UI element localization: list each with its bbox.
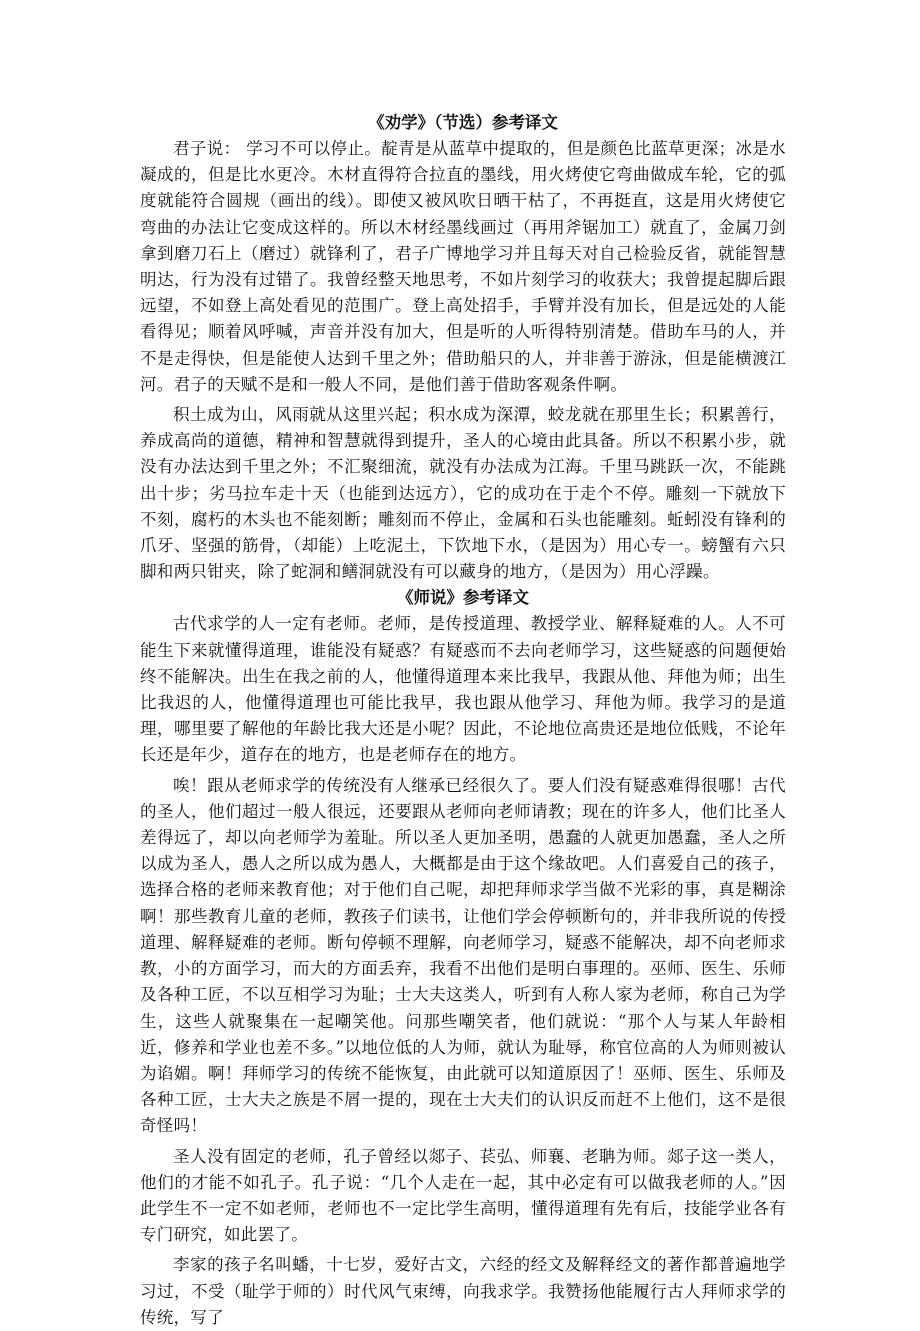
quanxue-paragraph-2: 积土成为山，风雨就从这里兴起；积水成为深潭，蛟龙就在那里生长；积累善行，养成高尚的道德，精神和智慧就得到提升，圣人的心境由此具备。所以不积累小步，就没有办法达到千里之外；不汇聚细流，就没有办法成为江海。千里马跳跃一次，不能跳出十步；劣马拉车走十天（也能到达远方），它的成功在于走个不停。雕刻一下就放下不刻，腐朽的木头也不能刻断；雕刻而不停止，金属和石头也能雕刻。蚯蚓没有锋利的爪牙、坚强的筋骨，（却能）上吃泥土，下饮地下水，（是因为）用心专一。螃蟹有六只脚和两只钳夹，除了蛇洞和鳝洞就没有可以藏身的地方，（是因为）用心浮躁。: [140, 405, 786, 582]
shishuo-paragraph-2: 唉！跟从老师求学的传统没有人继承已经很久了。要人们没有疑惑难得很哪！古代的圣人，他们超过一般人很远，还要跟从老师向老师请教；现在的许多人，他们比圣人差得远了，却以向老师学为羞耻。所以圣人更加圣明，愚蠢的人就更加愚蠢，圣人之所以成为圣人，愚人之所以成为愚人，大概都是由于这个缘故吧。人们喜爱自己的孩子，选择合格的老师来教育他；对于他们自己呢，却把拜师求学当做不光彩的事，真是糊涂啊！那些教育儿童的老师，教孩子们读书，让他们学会停顿断句的，并非我所说的传授道理、解释疑难的老师。断句停顿不理解，向老师学习，疑惑不能解决，却不向老师求教，小的方面学习，而大的方面丢弃，我看不出他们是明白事理的。巫师、医生、乐师及各种工匠，不以互相学习为耻；士大夫这类人，听到有人称人家为老师，称自己为学生，这些人就聚集在一起嘲笑他。问那些嘲笑者，他们就说：“那个人与某人年龄相近，修养和学业也差不多。”以地位低的人为师，就认为耻辱，称官位高的人为师则被认为谄媚。啊！拜师学习的传统不能恢复，由此就可以知道原因了！巫师、医生、乐师及各种工匠，士大夫之族是不屑一提的，现在士大夫们的认识反而赶不上他们，这不是很奇怪吗！: [140, 775, 786, 1136]
shishuo-paragraph-1: 古代求学的人一定有老师。老师，是传授道理、教授学业、解释疑难的人。人不可能生下来就懂得道理，谁能没有疑惑？有疑惑而不去向老师学习，这些疑惑的问题便始终不能解决。出生在我之前的人，他懂得道理本来比我早，我跟从他、拜他为师；出生比我迟的人，他懂得道理也可能比我早，我也跟从他学习、拜他为师。我学习的是道理，哪里要了解他的年龄比我大还是小呢？因此，不论地位高贵还是地位低贱，不论年长还是年少，道存在的地方，也是老师存在的地方。: [140, 614, 786, 765]
shishuo-title: 《师说》参考译文: [397, 588, 529, 608]
document-page: [140, 110, 786, 1331]
shishuo-paragraph-3: 圣人没有固定的老师，孔子曾经以郯子、苌弘、师襄、老聃为师。郯子这一类人，他们的才能不如孔子。孔子说：“几个人走在一起，其中必定有可以做我老师的人。”因此学生不一定不如老师，老师也不一定比学生高明，懂得道理有先有后，技能学业各有专门研究，如此罢了。: [140, 1146, 786, 1245]
quanxue-paragraph-1: 君子说： 学习不可以停止。靛青是从蓝草中提取的，但是颜色比蓝草更深；冰是水凝成的，但是比水更冷。木材直得符合拉直的墨线，用火烤使它弯曲做成车轮，它的弧度就能符合圆规（画出的线）。即使又被风吹日晒干枯了，不再挺直，这是用火烤使它弯曲的办法让它变成这样的。所以木材经墨线画过（再用斧锯加工）就直了，金属刀剑拿到磨刀石上（磨过）就锋利了，君子广博地学习并且每天对自己检验反省，就能智慧明达，行为没有过错了。我曾经整天地思考，不如片刻学习的收获大；我曾提起脚后跟远望，不如登上高处看见的范围广。登上高处招手，手臂并没有加长，但是远处的人能看得见；顺着风呼喊，声音并没有加大，但是听的人听得特别清楚。借助车马的人，并不是走得快，但是能使人达到千里之外；借助船只的人，并非善于游泳，但是能横渡江河。君子的天赋不是和一般人不同，是他们善于借助客观条件啊。: [140, 139, 786, 394]
quanxue-title: 《劝学》（节选）参考译文: [368, 113, 558, 132]
shishuo-paragraph-4: 李家的孩子名叫蟠，十七岁，爱好古文，六经的经文及解释经文的著作都普遍地学习过，不受（耻学于师的）时代风气束缚，向我求学。我赞扬他能履行古人拜师求学的传统，写了: [140, 1255, 786, 1327]
